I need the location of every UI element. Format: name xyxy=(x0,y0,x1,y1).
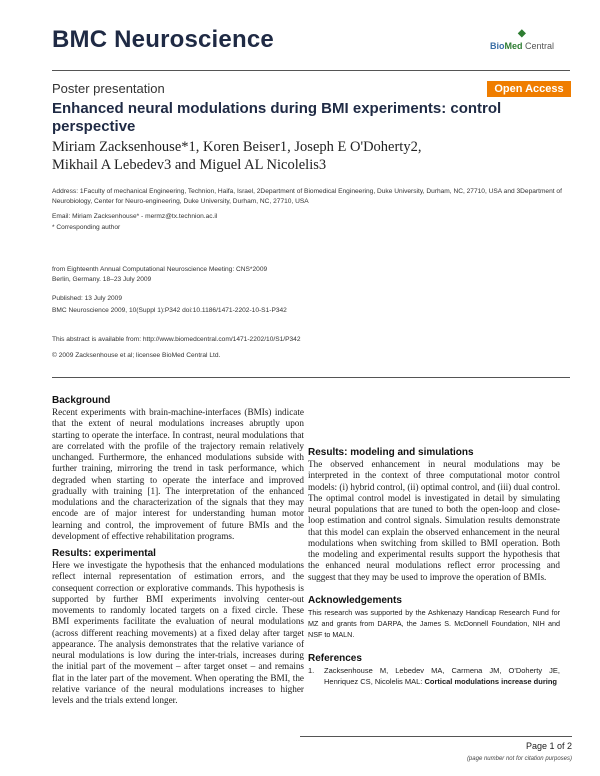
reference-number: 1. xyxy=(308,665,315,675)
page-number: Page 1 of 2 xyxy=(525,741,572,751)
footer-divider xyxy=(300,736,572,737)
paragraph-experimental: Here we investigate the hypothesis that the enhanced modulations reflect internal representation of estimation errors, and the consequent correction or explorative commands. This hypothesis is supported by further BMI experiments involving center-out movements to randomly located targets on a fixed circle. These BMI experiments facilitate the evaluation of neural modulations (across different reaching movements) at a fixed delay after target appearance. The analysis demonstrates that the relative variance of neural modulations is low during the inter-trials, increases during the initial part of the movement – after target onset – and remains flat in the later part of the movement. When operating the BMI, the relative variance of the neural modulations increases to higher levels and the trials extend longer. xyxy=(52,560,304,705)
logo-mark-icon: ◆ xyxy=(518,28,526,39)
reference-authors: Zacksenhouse M, Lebedev MA, Carmena JM, O'Doherty JE, Henriquez CS, Nicolelis MAL: xyxy=(324,665,560,686)
author-addresses: Address: 1Faculty of mechanical Engineering, Technion, Haifa, Israel, 2Department of Biomedical Engineering, Duke University, Durham, NC, 27710, USA and 3Department of Neurobiology, Center for Neuro-engineering, Duke University, Durham, NC, 27710, USA xyxy=(52,188,562,205)
reference-item xyxy=(308,665,560,687)
logo-bio: Bio xyxy=(490,41,505,51)
authors-line-2: Mikhail A Lebedev3 and Miguel AL Nicolelis3 xyxy=(52,157,327,173)
published-date: Published: 13 July 2009 xyxy=(52,295,123,302)
logo-central: Central xyxy=(525,41,555,51)
article-title: Enhanced neural modulations during BMI experiments: control perspective xyxy=(52,100,502,135)
left-column xyxy=(52,395,304,706)
availability-link[interactable]: This abstract is available from: http://www.biomedcentral.com/1471-2202/10/S1/P342 xyxy=(52,336,301,343)
logo-med: Med xyxy=(504,41,523,51)
section-heading-modeling: Results: modeling and simulations xyxy=(308,447,474,458)
meeting-line-1: from Eighteenth Annual Computational Neuroscience Meeting: CNS*2009 xyxy=(52,266,268,273)
copyright-notice: © 2009 Zacksenhouse et al; licensee BioMed Central Ltd. xyxy=(52,352,221,359)
section-heading-acknowledgements: Acknowledgements xyxy=(308,594,402,606)
journal-title: BMC Neuroscience xyxy=(52,26,274,53)
right-column xyxy=(308,396,560,687)
corresponding-author-note: * Corresponding author xyxy=(52,224,121,231)
paragraph-background: Recent experiments with brain-machine-interfaces (BMIs) indicate that the extent of neural modulations increases abruptly upon starting to operate the interface. In contrast, neural modulations that are correlated with the profile of the trajectory remain relatively unchanged. Furthermore, the enhanced modulations subside with further training, mirroring the trend in task performance, which degraded when starting to operate the interface and improved gradually with training [1]. The interpretation of the enhanced modulations and the characterization of the signals that they may encode are of major interest for understanding human motor learning and control, the improvement of future BMIs and the development of effective rehabilitation programs. xyxy=(52,407,304,541)
biomed-central-logo xyxy=(490,28,570,54)
open-access-badge: Open Access xyxy=(487,81,571,97)
section-heading-references: References xyxy=(308,652,362,664)
header-divider xyxy=(52,70,570,71)
section-heading-experimental: Results: experimental xyxy=(52,548,156,559)
author-list xyxy=(52,138,522,174)
citation-line: BMC Neuroscience 2009, 10(Suppl 1):P342 doi:10.1186/1471-2202-10-S1-P342 xyxy=(52,307,287,314)
meeting-info xyxy=(52,265,572,284)
page-number-note: (page number not for citation purposes) xyxy=(466,756,572,762)
article-category: Poster presentation xyxy=(52,81,165,96)
author-email: Email: Miriam Zacksenhouse* - mermz@tx.technion.ac.il xyxy=(52,213,218,220)
authors-line-1: Miriam Zacksenhouse*1, Koren Beiser1, Joseph E O'Doherty2, xyxy=(52,139,422,155)
section-heading-background: Background xyxy=(52,395,111,406)
body-divider xyxy=(52,377,570,378)
reference-title: Cortical modulations increase during xyxy=(424,676,557,686)
meeting-line-2: Berlin, Germany. 18–23 July 2009 xyxy=(52,275,152,283)
paragraph-acknowledgements: This research was supported by the Ashkenazy Handicap Research Fund for MZ and grants from DARPA, the James S. McDonnell Foundation, NIH and NSF to MALN. xyxy=(308,607,560,640)
paragraph-modeling: The observed enhancement in neural modulations may be interpreted in the context of three computational motor control models: (i) hybrid control, (ii) optimal control, and (iii) dual control. The optimal control model is investigated in detail by simulating neural populations that are tuned to both the open-loop and close-loop estimation and control signals. Simulation results demonstrate that this model can explain the observed enhancement in the neural modulations when switching from skilled to BMI operation. Both the modeling and experimental results support the hypothesis that the enhanced neural modulations reflect error processing and suggest that they may be used to improve the operation of BMIs. xyxy=(308,459,560,582)
